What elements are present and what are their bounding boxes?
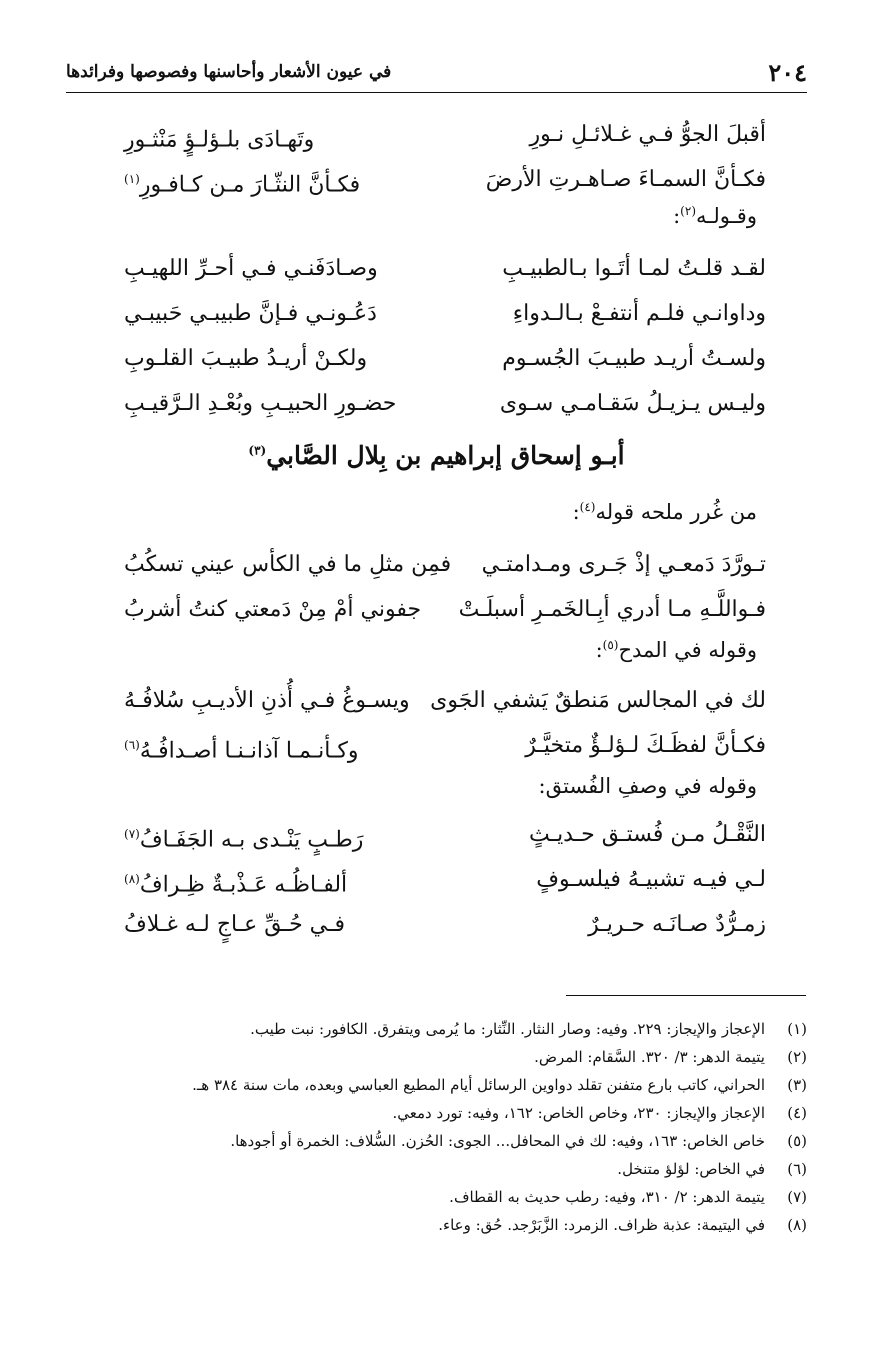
verse-line <box>66 112 766 157</box>
verse-first-hemistich: لـي فيـه تشبيـهُ فيلسـوفٍ <box>536 867 766 892</box>
footnote-ref: (٢) <box>680 204 696 218</box>
footnote-text: في اليتيمة: عذبة ظراف. الزمرد: الزَّبَرْجد. حُق: وعاء. <box>438 1216 765 1234</box>
intro-line-3: من غُرر ملحه قوله$^{(٤)}$: <box>572 500 757 524</box>
footnotes <box>66 1015 807 1239</box>
verse-second-hemistich: فمِن مثلِ ما في الكأس عيني تسكُبُ <box>124 552 452 577</box>
footnote-number: (٣) <box>787 1076 807 1094</box>
verse-first-hemistich: وداوانـي فلـم أنتفـعْ بـالـدواءِ <box>512 301 766 326</box>
verse-second-hemistich: دَعُـونـي فـإنَّ طبيبـي حَبيبـي <box>124 301 377 326</box>
verse-line <box>66 246 766 291</box>
verse-line <box>66 678 766 723</box>
footnote-ref: (٥) <box>602 638 619 652</box>
footnote-text: الإعجاز والإيجاز: ٢٣٠، وخاص الخاص: ١٦٢، وفيه: تورد دمعي. <box>392 1104 765 1122</box>
footnote-item <box>66 1071 807 1099</box>
verse-line <box>66 291 766 336</box>
verse-first-hemistich: فكـأنَّ لفظَـكَ لـؤلـؤٌ متخيَّـرٌ <box>525 733 766 758</box>
footnote-number: (٤) <box>787 1104 807 1122</box>
footnote-ref: (١) <box>124 172 140 186</box>
footnote-text: يتيمة الدهر: ٣/ ٣٢٠. السَّقام: المرض. <box>534 1048 765 1066</box>
footnote-number: (٧) <box>787 1188 807 1206</box>
verse-second-hemistich: فكـأنَّ النثّـارَ مـن كـافـورِ$^{(١)}$ <box>124 172 361 198</box>
poem-block-1 <box>66 112 766 202</box>
verse-first-hemistich: أقبلَ الجوُّ فـي غـلائـلِ نـورِ <box>529 122 766 147</box>
verse-line <box>66 723 766 768</box>
verse-second-hemistich: وتَهـادَى بلـؤلـؤٍ مَنْثـورِ <box>124 127 315 153</box>
footnote-number: (١) <box>787 1020 807 1038</box>
verse-first-hemistich: لقـد قلـتُ لمـا أتَـوا بـالطبيـبِ <box>502 256 766 281</box>
footnote-ref: (٤) <box>579 500 596 514</box>
verse-second-hemistich: ويسـوغُ فـي أُذنِ الأديـبِ سُلافُـهُ <box>124 688 410 713</box>
footnote-ref: (٧) <box>124 827 140 841</box>
footnote-ref: (٦) <box>124 738 140 752</box>
section-heading: أبـو إسحاق إبراهيم بن بِلال الصَّابي$^{(٣)}$ <box>248 441 625 470</box>
verse-second-hemistich: وكـأنـمـا آذانـنـا أصـدافُـهُ$^{(٦)}$ <box>124 738 359 764</box>
verse-first-hemistich: ولسـتُ أريـد طبيـبَ الجُسـوم <box>502 346 766 371</box>
verse-first-hemistich: زمـرُّدٌ صـانَـه حـريـرٌ <box>588 912 766 937</box>
footnote-text: الحراني، كاتب بارع متفنن تقلد دواوين الرسائل أيام المطيع العباسي وبعده، مات سنة ٣٨٤ هـ. <box>192 1076 765 1094</box>
footnote-item <box>66 1127 807 1155</box>
poem-block-5 <box>66 812 766 947</box>
footnote-item <box>66 1043 807 1071</box>
footnote-item <box>66 1015 807 1043</box>
verse-line <box>66 381 766 426</box>
verse-line <box>66 336 766 381</box>
footnote-ref: (٨) <box>124 872 140 886</box>
verse-second-hemistich: ألفـاظُـه عَـذْبـةٌ ظِـرافُ$^{(٨)}$ <box>124 872 348 898</box>
footnote-separator <box>566 995 806 996</box>
verse-line <box>66 542 766 587</box>
verse-line <box>66 902 766 947</box>
verse-second-hemistich: فـي حُـقِّ عـاجٍ لـه غـلافُ <box>124 912 345 937</box>
footnote-text: في الخاص: لؤلؤ متنخل. <box>617 1160 765 1178</box>
intro-line-4: وقوله في المدح$^{(٥)}$: <box>595 638 757 662</box>
footnote-number: (٢) <box>787 1048 807 1066</box>
verse-line <box>66 857 766 902</box>
poem-block-2 <box>66 246 766 426</box>
footnote-number: (٥) <box>787 1132 807 1150</box>
footnote-item <box>66 1099 807 1127</box>
verse-second-hemistich: ولكـنْ أريـدُ طبيـبَ القلـوبِ <box>124 346 368 371</box>
verse-first-hemistich: فـواللَّـهِ مـا أدري أبِـالخَمـرِ أسبلَـتْ <box>458 597 766 622</box>
verse-second-hemistich: وصـادَفَنـي فـي أحـرِّ اللهيـبِ <box>124 256 378 281</box>
verse-first-hemistich: وليـس يـزيـلُ سَقـامـي سـوى <box>499 391 766 416</box>
verse-first-hemistich: لك في المجالس مَنطقٌ يَشفي الجَوى <box>430 688 766 713</box>
verse-first-hemistich: تـورَّدَ دَمعـي إذْ جَـرى ومـدامتـي <box>481 552 766 577</box>
intro-line-5: وقوله في وصفِ الفُستق: <box>538 774 757 798</box>
verse-second-hemistich: جفوني أمْ مِنْ دَمعتي كنتُ أشربُ <box>124 597 422 622</box>
footnote-text: الإعجاز والإيجاز: ٢٢٩. وفيه: وصار النثار. النِّثار: ما يُرمى ويتفرق. الكافور: نبت طيب. <box>250 1020 765 1038</box>
page-header <box>66 52 807 93</box>
verse-second-hemistich: رَطـبٍ يَنْـدى بـه الجَفَـافُ$^{(٧)}$ <box>124 827 364 853</box>
footnote-number: (٨) <box>787 1216 807 1234</box>
verse-line <box>66 812 766 857</box>
page-number: ٢٠٤ <box>768 57 807 87</box>
poem-block-3 <box>66 542 766 632</box>
footnote-text: خاص الخاص: ١٦٣، وفيه: لك في المحافل... الجوى: الحُزن. السُّلاف: الخمرة أو أجودها. <box>230 1132 765 1150</box>
footnote-text: يتيمة الدهر: ٢/ ٣١٠، وفيه: رطب حديث به القطاف. <box>449 1188 765 1206</box>
verse-first-hemistich: النَّقْـلُ مـن فُستـق حـديـثٍ <box>529 822 766 847</box>
poem-block-4 <box>66 678 766 768</box>
footnote-item <box>66 1211 807 1239</box>
intro-line-2: وقـولـه$^{(٢)}$: <box>673 204 757 228</box>
verse-second-hemistich: حضـورِ الحبيـبِ وبُعْـدِ الـرَّقيـبِ <box>124 391 397 416</box>
footnote-ref: (٣) <box>248 443 267 458</box>
footnote-number: (٦) <box>787 1160 807 1178</box>
footnote-item <box>66 1183 807 1211</box>
verse-line <box>66 587 766 632</box>
footnote-item <box>66 1155 807 1183</box>
verse-line <box>66 157 766 202</box>
running-title: في عيون الأشعار وأحاسنها وفصوصها وفرائدها <box>66 62 392 82</box>
verse-first-hemistich: فكـأنَّ السمـاءَ صـاهـرتِ الأرضَ <box>485 167 766 192</box>
